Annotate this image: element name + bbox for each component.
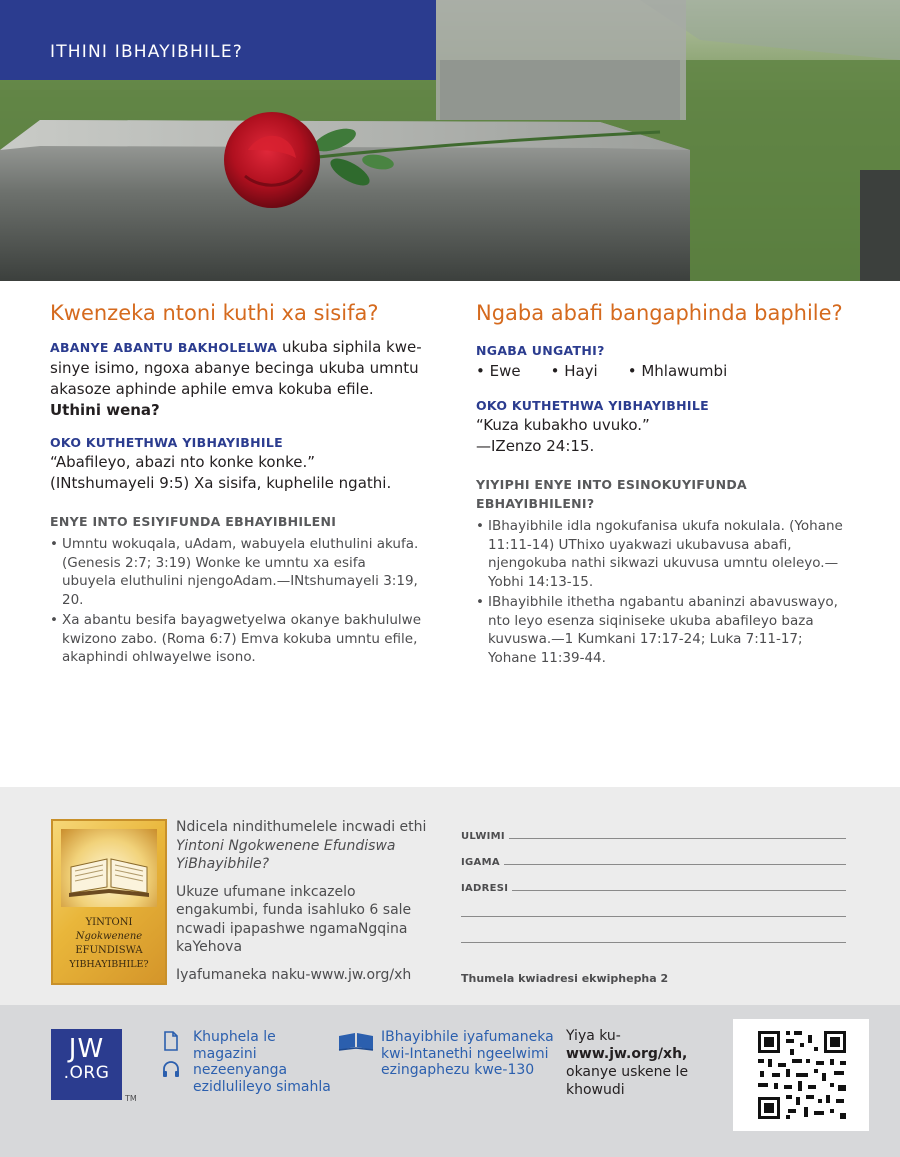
left-heading: Kwenzeka ntoni kuthi xa sisifa? [50,301,379,325]
list-item: • IBhayibhile idla ngokufanisa ukufa nokulala. (Yohane 11:11-14) UThixo uyakwazi ukubavusa abafi, njengokuba nathi sikwazi ukuvusa umntu oleleyo.—Yobhi 14:13-15. [476,517,850,591]
left-lead-question: Uthini wena? [50,401,160,419]
hero-photo [0,0,900,281]
name-label: IGAMA [461,857,500,868]
address-field[interactable] [461,868,846,894]
request-book-title: Yintoni Ngokwenene Efundiswa YiBhayibhile? [176,837,396,872]
name-field[interactable] [461,842,846,868]
book-cover[interactable] [51,819,167,985]
bible-online-text[interactable]: IBhayibhile iyafumaneka kwi-Intanethi ngeelwimi ezingaphezu kwe-130 [381,1029,554,1078]
logo-bottom: .ORG [63,1063,110,1083]
page-title: ITHINI IBHAYIBHILE? [0,0,436,80]
jw-org-logo[interactable] [51,1029,122,1100]
address-line-2[interactable] [461,916,846,917]
language-field[interactable] [461,816,846,842]
logo-top: JW [68,1034,105,1064]
address-field-line-2[interactable] [461,894,846,920]
language-line[interactable] [509,838,846,839]
right-heading: Ngaba abafi bangaphinda baphile? [476,301,843,325]
book-title-line-2: Ngokwenene [75,931,143,942]
list-item: • IBhayibhile ithetha ngabantu abaninzi abavuswayo, nto leyo esenza siqiniseke ukuba abafileyo baza kuvuswa.—1 Kumkani 17:17-24; Luka 7:11-17; Yohane 11:39-44. [476,593,850,667]
request-intro: Ndicela nindithumelele incwadi ethi [176,819,427,835]
available-online: Iyafumaneka naku-www.jw.org/xh [176,966,412,983]
name-line[interactable] [504,864,846,865]
address-label: IADRESI [461,883,509,894]
right-quote: “Kuza kubakho uvuko.” [476,416,650,434]
right-says-label: OKO KUTHETHWA YIBHAYIBHILE [476,398,709,413]
document-icon [163,1031,179,1051]
open-book-icon [337,1030,375,1052]
order-form [461,816,846,946]
address-line-3[interactable] [461,942,846,943]
option-mhlawumbi[interactable]: • Mhlawumbi [627,362,728,380]
request-info: Ukuze ufumane inkcazelo engakumbi, funda isahluko 6 sale ncwadi ipapashwe ngamaNgqina kaYehova [176,883,412,955]
left-learn-label: ENYE INTO ESIYIFUNDA EBHAYIBHILENI [50,514,337,529]
book-title-line-4: YIBHAYIBHILE? [69,959,149,970]
headphones-icon [161,1059,181,1079]
right-quote-ref: —IZenzo 24:15. [476,437,595,455]
visit-prefix: Yiya ku- [566,1028,621,1044]
download-text[interactable]: Khuphela le magazini nezeenyanga ezidlulileyo simahla [193,1029,331,1095]
request-line [176,818,438,874]
visit-text [566,1027,736,1099]
right-bullet-list [476,517,850,667]
left-quote: “Abafileyo, abazi nto konke konke.” (INtshumayeli 9:5) Xa sisifa, kuphelile ngathi. [50,453,392,492]
address-field-line-3[interactable] [461,920,846,946]
left-lead-rest: ukuba siphila kwe-sinye isimo, ngoxa abanye becinga ukuba umntu akasoze aphinde aphile emva kokuba efile. [50,338,422,398]
qr-code[interactable] [733,1019,869,1131]
book-title-line-3: EFUNDISWA [75,945,143,956]
left-lead [50,337,422,421]
option-ewe[interactable]: • Ewe [476,362,521,380]
left-says-label: OKO KUTHETHWA YIBHAYIBHILE [50,435,283,450]
answer-options [476,362,850,380]
mail-note: Thumela kwiadresi ekwiphepha 2 [461,972,669,985]
right-column [476,300,850,669]
qr-code-graphic [733,1019,869,1131]
left-column [50,300,422,669]
left-bullet-list [50,535,422,667]
visit-url[interactable]: www.jw.org/xh, [566,1046,688,1062]
list-item: • Xa abantu besifa bayagwetyelwa okanye bakhululwe kwizono zabo. (Roma 6:7) Emva kokuba umntu efile, akaphindi ohlwayelwe isono. [50,611,422,667]
option-hayi[interactable]: • Hayi [550,362,598,380]
address-line[interactable] [512,890,846,891]
list-item: • Umntu wokuqala, uAdam, wabuyela eluthulini akufa. (Genesis 2:7; 3:19) Wonke ke umntu xa esifa ubuyela eluthulini njengoAdam.—INtshumayeli 3:19, 20. [50,535,422,609]
trademark: TM [125,1094,137,1103]
language-label: ULWIMI [461,831,505,842]
right-learn-label: YIYIPHI ENYE INTO ESINOKUYIFUNDA EBHAYIBHILENI? [476,477,747,511]
visit-rest: okanye uskene le khowudi [566,1064,689,1098]
left-lead-caps: ABANYE ABANTU BAKHOLELWA [50,340,278,355]
book-title-line-1: YINTONI [85,917,133,928]
open-bible-image [61,829,157,907]
right-ask-label: NGABA UNGATHI? [476,343,605,358]
order-request-text [176,818,438,993]
